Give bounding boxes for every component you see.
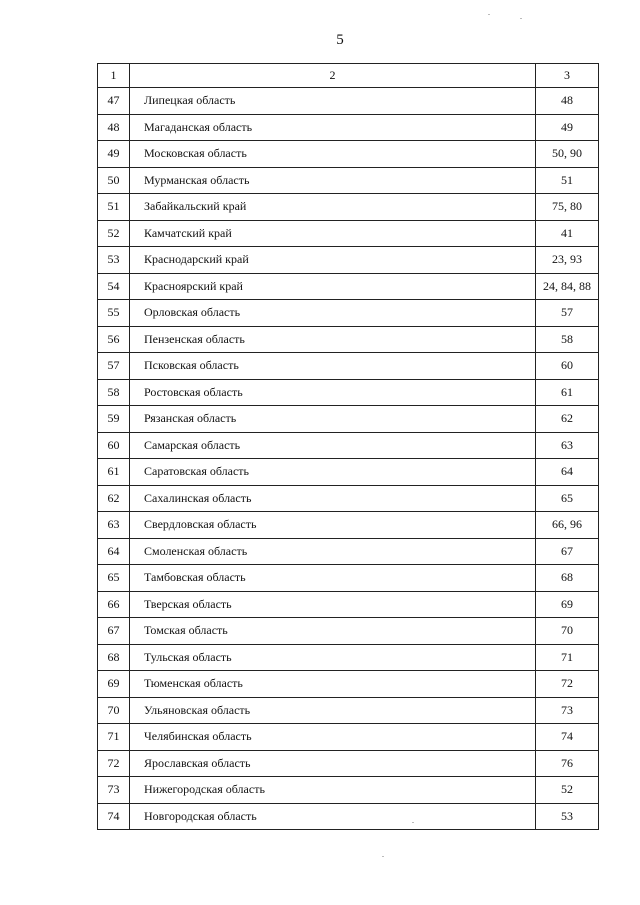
table-row [98, 167, 599, 194]
table-row [98, 803, 599, 830]
table-row [98, 618, 599, 645]
region-name-cell: Липецкая область [130, 88, 536, 115]
table-row [98, 141, 599, 168]
table-row [98, 194, 599, 221]
scan-speck [412, 822, 414, 823]
region-code-cell: 61 [536, 379, 599, 406]
table-body [98, 64, 599, 830]
row-number-cell: 47 [98, 88, 130, 115]
region-name-cell: Тульская область [130, 644, 536, 671]
region-name-cell: Свердловская область [130, 512, 536, 539]
page-number: 5 [336, 32, 344, 48]
region-code-cell: 49 [536, 114, 599, 141]
region-code-cell: 60 [536, 353, 599, 380]
row-number-cell: 51 [98, 194, 130, 221]
row-number-cell: 74 [98, 803, 130, 830]
region-name-cell: Нижегородская область [130, 777, 536, 804]
table-row [98, 591, 599, 618]
region-name-cell: Тверская область [130, 591, 536, 618]
row-number-cell: 72 [98, 750, 130, 777]
region-code-cell: 53 [536, 803, 599, 830]
table-row [98, 273, 599, 300]
region-name-cell: Камчатский край [130, 220, 536, 247]
table-row [98, 300, 599, 327]
region-name-cell: Московская область [130, 141, 536, 168]
region-name-cell: Челябинская область [130, 724, 536, 751]
table-row [98, 697, 599, 724]
table-header-row [98, 64, 599, 88]
region-name-cell: Краснодарский край [130, 247, 536, 274]
row-number-cell: 68 [98, 644, 130, 671]
table-row [98, 671, 599, 698]
table-row [98, 432, 599, 459]
region-name-cell: Орловская область [130, 300, 536, 327]
region-code-cell: 52 [536, 777, 599, 804]
row-number-cell: 49 [98, 141, 130, 168]
column-header-1: 1 [98, 64, 130, 88]
row-number-cell: 53 [98, 247, 130, 274]
region-name-cell: Магаданская область [130, 114, 536, 141]
table-row [98, 644, 599, 671]
region-code-cell: 68 [536, 565, 599, 592]
region-code-cell: 69 [536, 591, 599, 618]
row-number-cell: 61 [98, 459, 130, 486]
region-code-cell: 51 [536, 167, 599, 194]
table-row [98, 379, 599, 406]
row-number-cell: 50 [98, 167, 130, 194]
table-row [98, 750, 599, 777]
row-number-cell: 73 [98, 777, 130, 804]
table-row [98, 777, 599, 804]
region-code-cell: 50, 90 [536, 141, 599, 168]
region-name-cell: Мурманская область [130, 167, 536, 194]
region-name-cell: Тюменская область [130, 671, 536, 698]
scan-speck [520, 18, 522, 19]
table-row [98, 485, 599, 512]
regions-table [97, 63, 599, 830]
row-number-cell: 69 [98, 671, 130, 698]
region-name-cell: Новгородская область [130, 803, 536, 830]
row-number-cell: 66 [98, 591, 130, 618]
region-code-cell: 58 [536, 326, 599, 353]
region-name-cell: Сахалинская область [130, 485, 536, 512]
table-row [98, 459, 599, 486]
region-code-cell: 72 [536, 671, 599, 698]
region-code-cell: 23, 93 [536, 247, 599, 274]
region-name-cell: Псковская область [130, 353, 536, 380]
table-row [98, 406, 599, 433]
table-row [98, 247, 599, 274]
row-number-cell: 59 [98, 406, 130, 433]
table-row [98, 326, 599, 353]
region-code-cell: 70 [536, 618, 599, 645]
row-number-cell: 56 [98, 326, 130, 353]
column-header-3: 3 [536, 64, 599, 88]
region-code-cell: 71 [536, 644, 599, 671]
region-name-cell: Рязанская область [130, 406, 536, 433]
table-row [98, 114, 599, 141]
row-number-cell: 58 [98, 379, 130, 406]
region-code-cell: 76 [536, 750, 599, 777]
table-row [98, 88, 599, 115]
region-code-cell: 41 [536, 220, 599, 247]
row-number-cell: 57 [98, 353, 130, 380]
region-name-cell: Пензенская область [130, 326, 536, 353]
row-number-cell: 54 [98, 273, 130, 300]
row-number-cell: 48 [98, 114, 130, 141]
table-row [98, 538, 599, 565]
region-name-cell: Тамбовская область [130, 565, 536, 592]
row-number-cell: 62 [98, 485, 130, 512]
region-name-cell: Ульяновская область [130, 697, 536, 724]
table-row [98, 724, 599, 751]
row-number-cell: 64 [98, 538, 130, 565]
region-code-cell: 24, 84, 88 [536, 273, 599, 300]
table-row [98, 565, 599, 592]
region-code-cell: 62 [536, 406, 599, 433]
region-name-cell: Забайкальский край [130, 194, 536, 221]
row-number-cell: 71 [98, 724, 130, 751]
region-code-cell: 66, 96 [536, 512, 599, 539]
region-name-cell: Ярославская область [130, 750, 536, 777]
region-code-cell: 48 [536, 88, 599, 115]
region-name-cell: Томская область [130, 618, 536, 645]
region-code-cell: 67 [536, 538, 599, 565]
region-code-cell: 65 [536, 485, 599, 512]
region-code-cell: 63 [536, 432, 599, 459]
row-number-cell: 60 [98, 432, 130, 459]
region-name-cell: Смоленская область [130, 538, 536, 565]
row-number-cell: 63 [98, 512, 130, 539]
table-row [98, 220, 599, 247]
region-code-cell: 75, 80 [536, 194, 599, 221]
row-number-cell: 70 [98, 697, 130, 724]
column-header-2: 2 [130, 64, 536, 88]
table-row [98, 512, 599, 539]
region-name-cell: Ростовская область [130, 379, 536, 406]
region-code-cell: 57 [536, 300, 599, 327]
row-number-cell: 52 [98, 220, 130, 247]
region-code-cell: 73 [536, 697, 599, 724]
row-number-cell: 67 [98, 618, 130, 645]
table-row [98, 353, 599, 380]
row-number-cell: 65 [98, 565, 130, 592]
region-code-cell: 64 [536, 459, 599, 486]
region-code-cell: 74 [536, 724, 599, 751]
scan-speck [488, 14, 490, 15]
scan-speck [382, 856, 384, 857]
row-number-cell: 55 [98, 300, 130, 327]
region-name-cell: Самарская область [130, 432, 536, 459]
region-name-cell: Саратовская область [130, 459, 536, 486]
region-name-cell: Красноярский край [130, 273, 536, 300]
